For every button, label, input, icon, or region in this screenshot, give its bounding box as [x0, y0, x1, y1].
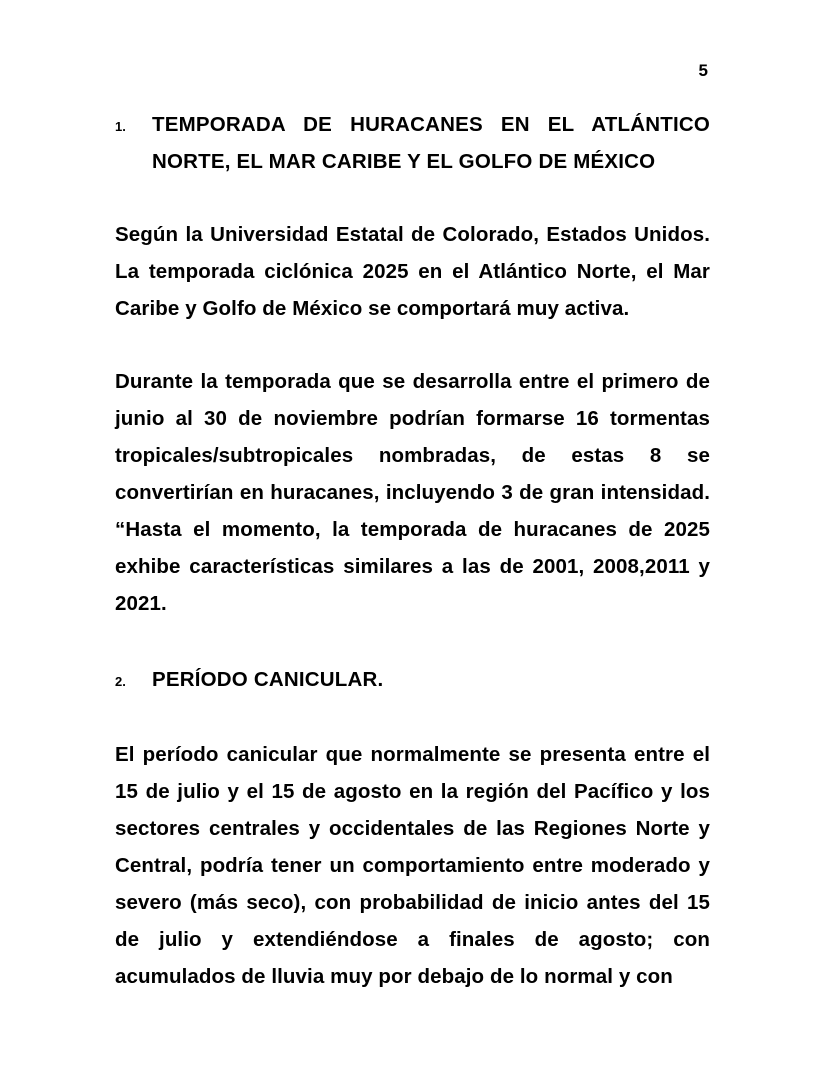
page-number: 5: [698, 61, 708, 80]
paragraph: Durante la temporada que se desarrolla entre el primero de junio al 30 de noviembre podrían formarse 16 tormentas tropicales/subtropicales nombradas, de estas 8 se convertirían en huracanes, incluyendo 3 de gran intensidad. “Hasta el momento, la temporada de huracanes de 2025 exhibe características similares a las de 2001, 2008,2011 y 2021.: [115, 370, 710, 615]
section-2-heading: [115, 661, 710, 700]
paragraph: El período canicular que normalmente se presenta entre el 15 de julio y el 15 de agosto en la región del Pacífico y los sectores centrales y occidentales de las Regiones Norte y Central, podría tener un comportamiento entre moderado y severo (más seco), con probabilidad de inicio antes del 15 de julio y extendiéndose a finales de agosto; con acumulados de lluvia muy por debajo de lo normal y con: [115, 743, 710, 988]
section-2-title: PERÍODO CANICULAR.: [152, 668, 384, 691]
section-1-heading: [115, 106, 710, 180]
section-1-number: 1.: [115, 119, 126, 134]
section-1-title: TEMPORADA DE HURACANES EN EL ATLÁNTICO NORTE, EL MAR CARIBE Y EL GOLFO DE MÉXICO: [152, 113, 710, 173]
paragraph: Según la Universidad Estatal de Colorado, Estados Unidos. La temporada ciclónica 2025 en el Atlántico Norte, el Mar Caribe y Golfo de México se comportará muy activa.: [115, 223, 710, 320]
section-2-number: 2.: [115, 674, 126, 689]
